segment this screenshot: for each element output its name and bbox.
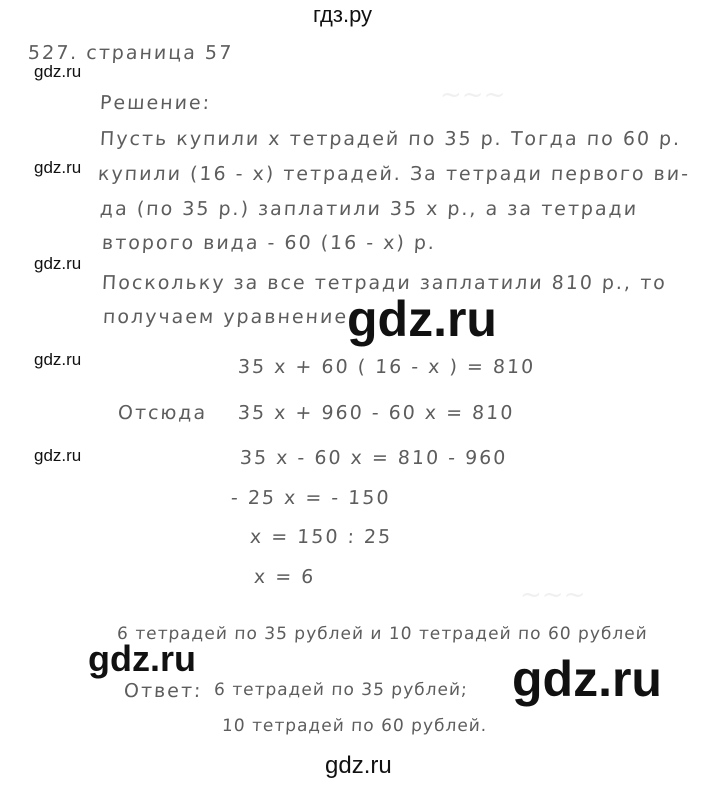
solution-label: Решение:: [99, 92, 212, 114]
faint-background-mark: ~~~: [440, 80, 506, 110]
watermark-bottom: gdz.ru: [325, 752, 392, 779]
equation-step: 35 x + 960 - 60 x = 810: [237, 402, 515, 424]
solution-line: Пусть купили x тетрадей по 35 р. Тогда по 60 р.: [99, 128, 682, 150]
equation-step: x = 150 : 25: [249, 526, 393, 548]
equation: 35 x + 60 ( 16 - x ) = 810: [237, 356, 536, 378]
faint-background-mark: ~~~: [520, 580, 586, 610]
watermark-small: gdz.ru: [34, 446, 82, 465]
answer-line: 10 тетрадей по 60 рублей.: [221, 716, 488, 736]
watermark-small: gdz.ru: [34, 62, 82, 81]
watermark-small: gdz.ru: [34, 158, 82, 177]
watermark-medium: gdz.ru: [88, 638, 196, 679]
equation-step: x = 6: [253, 566, 316, 588]
equation-step: 35 x - 60 x = 810 - 960: [239, 447, 508, 469]
solution-line: Поскольку за все тетради заплатили 810 р., то: [101, 272, 668, 294]
watermark-large: gdz.ru: [512, 651, 662, 707]
equation-step: - 25 x = - 150: [230, 487, 392, 509]
hence-label: Отсюда: [117, 402, 208, 424]
solution-line: получаем уравнение: [102, 306, 349, 328]
watermark-large: gdz.ru: [347, 291, 497, 347]
solution-line: купили (16 - x) тетрадей. За тетради первого ви-: [97, 163, 691, 185]
watermark-small: gdz.ru: [34, 254, 82, 273]
solution-line: да (по 35 р.) заплатили 35 x р., а за тетради: [99, 198, 639, 220]
answer-label: Ответ:: [123, 680, 203, 702]
watermark-small: gdz.ru: [34, 350, 82, 369]
answer-line: 6 тетрадей по 35 рублей;: [213, 680, 469, 700]
solution-line: второго вида - 60 (16 - x) р.: [101, 232, 437, 254]
conclusion-line: 6 тетрадей по 35 рублей и 10 тетрадей по 60 рублей: [116, 624, 649, 644]
task-heading: 527. страница 57: [27, 42, 234, 64]
site-header: гдз.ру: [313, 2, 373, 27]
